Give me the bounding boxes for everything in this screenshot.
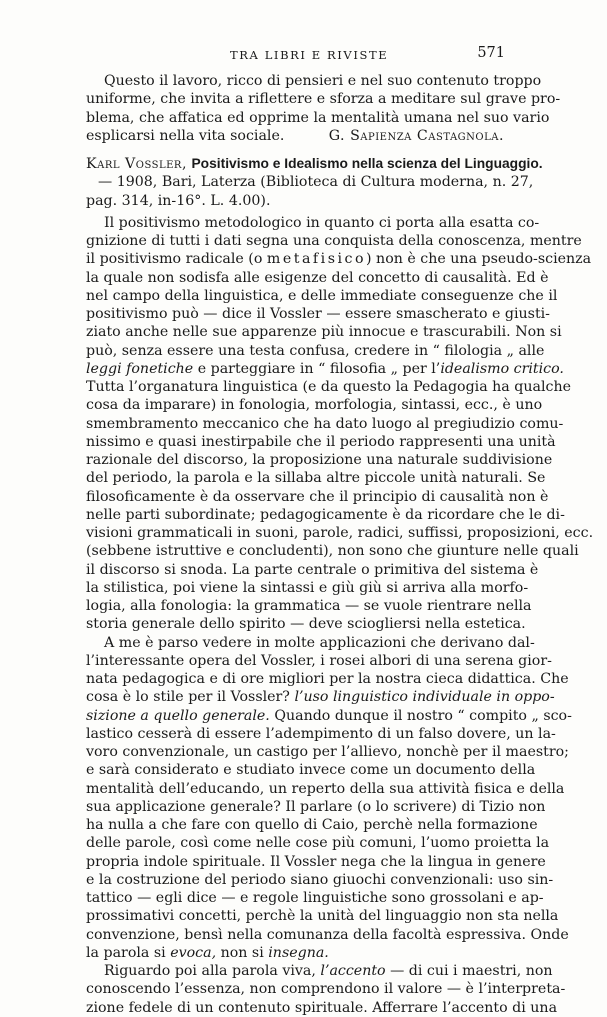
- text-line: conoscendo l’essenza, non comprendono il valore — è l’interpreta-: [86, 981, 566, 998]
- text-line: smembramento meccanico che ha dato luogo al pregiudizio comu-: [86, 415, 564, 432]
- text-line: [86, 250, 592, 268]
- text-line: [86, 707, 572, 725]
- text-fragment: — di cui i maestri, non: [385, 963, 553, 979]
- text-line: uniforme, che invita a riflettere e sforza a meditare sul grave pro-: [86, 91, 561, 108]
- page-body: [86, 72, 594, 1017]
- text-line: la quale non sodisfa alle esigenze del concetto di causalità. Ed è: [86, 269, 549, 286]
- text-line: tattico — egli dice — e regole linguistiche sono grossolani e ap-: [86, 890, 544, 906]
- text-fragment: Riguardo poi alla parola viva,: [104, 963, 321, 979]
- text-line: nissimo e quasi inestirpabile che il periodo rappresenti una unità: [86, 433, 556, 450]
- italic-text: evoca,: [170, 944, 217, 961]
- text-line: può, senza essere una testa confusa, credere in “ filologia „ alle: [86, 342, 545, 359]
- text-fragment: non si: [216, 944, 269, 961]
- text-line: [86, 962, 553, 980]
- text-line: filosoficamente è da osservare che il principio di causalità non è: [86, 488, 549, 505]
- text-line: propria indole spirituale. Il Vossler nega che la lingua in genere: [86, 853, 546, 870]
- text-line: nata pedagogica e di ore migliori per la nostra cieca didattica. Che: [86, 671, 569, 687]
- text-fragment: cosa è lo stile per il Vossler?: [86, 689, 295, 706]
- italic-text: insegna.: [268, 944, 329, 961]
- text-fragment: il positivismo radicale (o: [86, 251, 267, 268]
- text-line: razionale del discorso, la proposizione una naturale suddivisione: [86, 452, 553, 468]
- text-line: Il positivismo metodologico in quanto ci porta alla esatta co-: [104, 214, 540, 231]
- italic-text: l’uso linguistico individuale in oppo-: [294, 689, 555, 706]
- text-line: gnizione di tutti i dati segna una conquista della conoscenza, mentre: [86, 233, 582, 249]
- text-line: nel campo della linguistica, e delle immediate conseguenze che il: [86, 287, 558, 304]
- running-title: TRA LIBRI E RIVISTE: [230, 48, 389, 62]
- text-line: [86, 688, 555, 706]
- text-line: sua applicazione generale? Il parlare (o lo scrivere) di Tizio non: [86, 798, 546, 815]
- text-line: ha nulla a che fare con quello di Caio, perchè nella formazione: [86, 817, 538, 833]
- text-line: del periodo, la parola e la sillaba altre piccole unità naturali. Se: [86, 470, 546, 487]
- text-fragment: Quando dunque il nostro “ compito „ sco-: [269, 707, 572, 724]
- text-line: voro convenzionale, un castigo per l’allievo, nonchè per il maestro;: [86, 744, 569, 760]
- text-line: il discorso si snoda. La parte centrale o primitiva del sistema è: [86, 561, 539, 578]
- text-line: e la costruzione del periodo siano giuochi convenzionali: uso sin-: [86, 871, 554, 888]
- text-line: ziato anche nelle sue apparenze più innocue e trascurabili. Non si: [86, 324, 562, 341]
- review-author: Karl Vossler,: [86, 156, 187, 172]
- text-line: cosa da imparare) in fonologia, morfologia, sintassi, ecc., è uno: [86, 397, 543, 414]
- text-line: convenzione, bensì nella comunanza della facoltà espressiva. Onde: [86, 926, 569, 943]
- text-fragment: la parola si: [86, 944, 171, 961]
- text-line: e sarà considerato e studiato invece come un documento della: [86, 762, 536, 779]
- text-fragment: ) non è che una pseudo-scienza: [366, 251, 592, 268]
- text-line: blema, che affatica ed opprime la mentalità umana nel suo vario: [86, 109, 550, 126]
- italic-text: sizione a quello generale.: [86, 707, 270, 724]
- text-line: [86, 944, 506, 962]
- text-line: (sebbene istruttive e concludenti), non sono che giunture nelle quali: [86, 543, 579, 560]
- text-line: lastico cesserà di essere l’adempimento di un falso dovere, un la-: [86, 725, 556, 742]
- text-line: positivismo può — dice il Vossler — essere smascherato e giusti-: [86, 306, 550, 322]
- text-line: storia generale dello spirito — deve sciogliersi nella estetica.: [86, 616, 526, 633]
- spaced-word: metafisico: [266, 251, 367, 268]
- running-head: [85, 44, 505, 66]
- text-line: la stilistica, poi viene la sintassi e giù giù si arriva alla morfo-: [86, 579, 529, 596]
- text-line: prossimativi concetti, perchè la unità del linguaggio non sta nella: [86, 908, 559, 925]
- review-heading: [86, 155, 543, 173]
- text-line: Tutta l’organatura linguistica (e da questo la Pedagogia ha qualche: [86, 379, 571, 395]
- italic-text: leggi fonetiche: [86, 360, 194, 377]
- review-signature: G. Sapienza Castagnola.: [328, 127, 504, 144]
- text-line: zione fedele di un contenuto spirituale. Afferrare l’accento di una: [86, 999, 558, 1016]
- review-title: Positivismo e Idealismo nella scienza del Linguaggio.: [191, 156, 543, 171]
- text-line: Questo il lavoro, ricco di pensieri e nel suo contenuto troppo: [104, 73, 542, 89]
- text-fragment: e parteggiare in “ filosofia „ per l’: [193, 360, 441, 377]
- text-line: l’interessante opera del Vossler, i rosei albori di una serena gior-: [86, 652, 552, 669]
- text-line: mentalità dell’educando, un reperto della sua attività fisica e della: [86, 780, 565, 797]
- paragraph: [86, 962, 566, 1017]
- page-number: 571: [477, 45, 505, 61]
- text-line: [86, 127, 506, 145]
- paragraph: [86, 634, 572, 963]
- text-fragment: esplicarsi nella vita sociale.: [86, 127, 285, 144]
- text-line: [86, 360, 564, 378]
- paragraph: [86, 214, 594, 634]
- text-line: logia, alla fonologia: la grammatica — se vuole rientrare nella: [86, 598, 532, 614]
- text-line: delle parole, così come nelle cose più comuni, l’uomo proietta la: [86, 835, 550, 852]
- review-details: — 1908, Bari, Laterza (Biblioteca di Cultura moderna, n. 27,: [98, 174, 534, 191]
- italic-text: idealismo critico.: [440, 360, 564, 377]
- italic-text: l’accento: [320, 963, 386, 979]
- text-line: visioni grammaticali in suoni, parole, radici, suffissi, proposizioni, ecc.: [86, 525, 594, 541]
- text-line: A me è parso vedere in molte applicazioni che derivano dal-: [104, 634, 535, 651]
- review-details: pag. 314, in-16°. L. 4.00).: [86, 192, 271, 209]
- text-line: nelle parti subordinate; pedagogicamente è da ricordare che le di-: [86, 506, 565, 523]
